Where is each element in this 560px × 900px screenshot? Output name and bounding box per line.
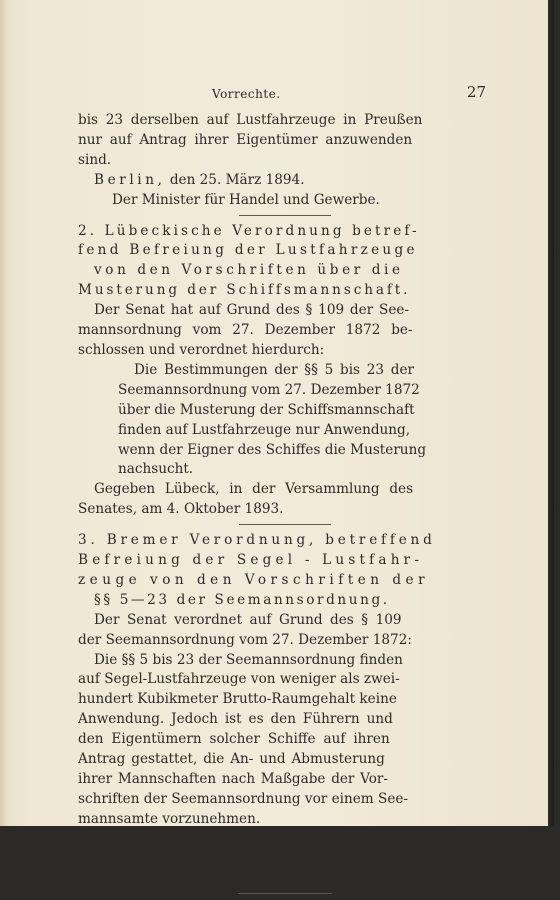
quote-line: wenn der Eigner des Schiffes die Musterung (118, 441, 427, 458)
place-date-line (78, 171, 492, 191)
ordinance-quote (118, 361, 492, 480)
page-right-edge (548, 0, 554, 826)
quote-line: Die Bestimmungen der §§ 5 bis 23 der (134, 361, 415, 378)
quote-line: Seemannsordnung vom 27. Dezember 1872 (118, 381, 420, 398)
section-2-heading-line: fend Befreiung der Lustfahrzeuge (78, 242, 418, 259)
text-line: den Eigentümern solcher Schiffe auf ihren (78, 731, 390, 748)
text-line: mannsamte vorzunehmen. (78, 810, 261, 827)
text-line: bis 23 derselben auf Lustfahrzeuge in Preußen (78, 112, 423, 128)
section-divider (239, 524, 331, 525)
text-line: Senates, am 4. Oktober 1893. (78, 501, 284, 518)
section-3-heading-line: §§ 5—23 der Seemannsordnung. (94, 591, 390, 608)
text-line: Beschlossen Bremen in der Versammlung (94, 830, 395, 847)
section-2 (78, 222, 492, 521)
section-2-heading-line: Musterung der Schiffsmannschaft. (78, 282, 411, 299)
text-line: Antrag gestattet, die An- und Abmusterung (78, 751, 385, 768)
text-line: des Senats am 14. und bekannt gemacht am (78, 850, 393, 867)
page-body (78, 111, 492, 900)
page-number: 27 (466, 83, 486, 101)
date-text: den 25. März 1894. (165, 171, 305, 188)
text-line: auf Segel-Lustfahrzeuge von weniger als zwei- (78, 671, 400, 688)
section-3-heading-line: zeuge von den Vorschriften der (78, 571, 430, 588)
text-line: Der Senat verordnet auf Grund des § 109 (94, 611, 402, 628)
text-line: Anwendung. Jedoch ist es den Führern und (78, 711, 393, 728)
running-head (78, 83, 492, 103)
text-line: mannsordnung vom 27. Dezember 1872 be- (78, 322, 413, 339)
section-3-heading-line: Befreiung der Segel - Lustfahr- (78, 552, 424, 569)
text-line: hundert Kubikmeter Brutto-Raumgehalt keine (78, 691, 397, 708)
text-line: schriften der Seemannsordnung vor einem See- (78, 790, 409, 807)
section-divider (239, 215, 331, 216)
quote-line: über die Musterung der Schiffsmannschaft (118, 401, 415, 418)
text-line: schlossen und verordnet hierdurch: (78, 341, 325, 358)
section-3 (78, 531, 492, 889)
section-2-heading-line: von den Vorschriften über die (94, 262, 404, 279)
page-gutter-shadow (0, 0, 8, 826)
text-line: Gegeben Lübeck, in der Versammlung des (94, 481, 414, 498)
place-name: Berlin, (94, 171, 166, 188)
quote-line: nachsucht. (118, 461, 194, 478)
text-line: 16. November 1893. (78, 870, 220, 887)
text-line: nur auf Antrag ihrer Eigentümer anzuwenden (78, 131, 413, 148)
section-2-heading-line: 2. Lübeckische Verordnung betref- (78, 222, 420, 239)
section-3-heading-line: 3. Bremer Verordnung, betreffend (78, 532, 436, 549)
running-head-title: Vorrechte. (212, 87, 281, 101)
text-line: Der Senat hat auf Grund des § 109 der See- (94, 302, 409, 319)
signature-line: Der Minister für Handel und Gewerbe. (112, 191, 380, 208)
section-1-continuation (78, 111, 492, 211)
text-line: Die §§ 5 bis 23 der Seemannsordnung finden (94, 651, 403, 668)
text-line: sind. (78, 151, 112, 168)
quote-line: finden auf Lustfahrzeuge nur Anwendung, (118, 421, 411, 438)
text-line: ihrer Mannschaften nach Maßgabe der Vor- (78, 771, 388, 787)
text-line: der Seemannsordnung vom 27. Dezember 1872: (78, 631, 412, 648)
section-divider (238, 893, 332, 894)
